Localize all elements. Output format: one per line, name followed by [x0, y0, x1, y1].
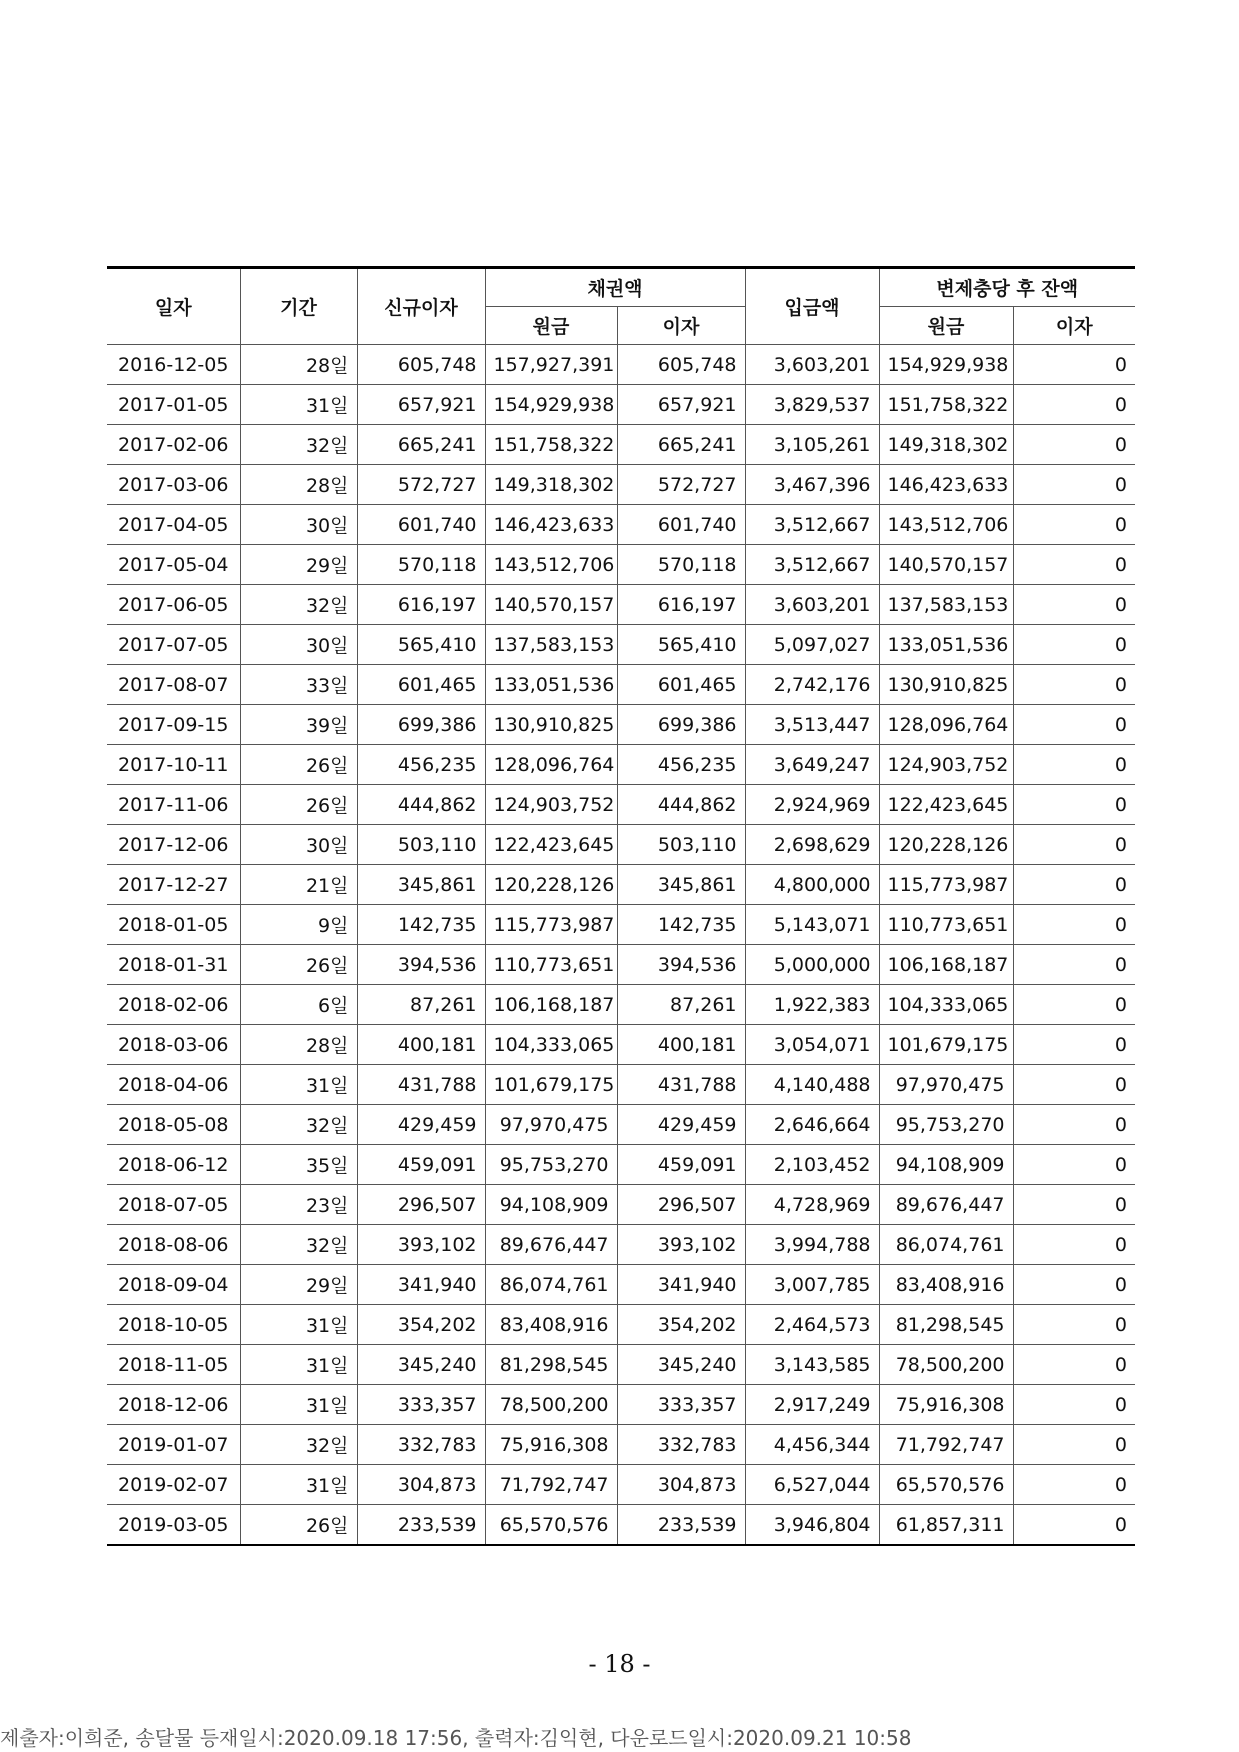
- cell-balance-interest: 0: [1013, 945, 1135, 985]
- cell-new-interest: 572,727: [357, 465, 485, 505]
- cell-claim-principal: 115,773,987: [485, 905, 617, 945]
- table-row: [107, 425, 1135, 465]
- header-new-interest: 신규이자: [357, 268, 485, 345]
- cell-balance-interest: 0: [1013, 1065, 1135, 1105]
- cell-balance-interest: 0: [1013, 665, 1135, 705]
- cell-claim-interest: 333,357: [617, 1385, 745, 1425]
- cell-deposit: 3,105,261: [745, 425, 879, 465]
- table-row: [107, 585, 1135, 625]
- cell-balance-interest: 0: [1013, 905, 1135, 945]
- cell-balance-principal: 149,318,302: [879, 425, 1013, 465]
- cell-date: 2017-08-07: [107, 665, 240, 705]
- cell-balance-principal: 137,583,153: [879, 585, 1013, 625]
- cell-date: 2017-07-05: [107, 625, 240, 665]
- cell-claim-principal: 94,108,909: [485, 1185, 617, 1225]
- cell-date: 2018-01-05: [107, 905, 240, 945]
- table-row: [107, 785, 1135, 825]
- cell-balance-interest: 0: [1013, 585, 1135, 625]
- cell-period: 39일: [240, 705, 357, 745]
- document-footer-stamp: 제출자:이희준, 송달물 등재일시:2020.09.18 17:56, 출력자:김익현, 다운로드일시:2020.09.21 10:58: [0, 1726, 912, 1750]
- cell-balance-principal: 94,108,909: [879, 1145, 1013, 1185]
- cell-claim-interest: 87,261: [617, 985, 745, 1025]
- table-row: [107, 1305, 1135, 1345]
- cell-balance-principal: 130,910,825: [879, 665, 1013, 705]
- cell-claim-interest: 601,740: [617, 505, 745, 545]
- cell-new-interest: 699,386: [357, 705, 485, 745]
- cell-claim-principal: 120,228,126: [485, 865, 617, 905]
- cell-period: 30일: [240, 625, 357, 665]
- cell-claim-interest: 616,197: [617, 585, 745, 625]
- header-date: 일자: [107, 268, 240, 345]
- table-row: [107, 1345, 1135, 1385]
- cell-date: 2018-08-06: [107, 1225, 240, 1265]
- cell-deposit: 3,603,201: [745, 345, 879, 385]
- cell-new-interest: 616,197: [357, 585, 485, 625]
- cell-balance-principal: 124,903,752: [879, 745, 1013, 785]
- cell-balance-principal: 110,773,651: [879, 905, 1013, 945]
- cell-new-interest: 393,102: [357, 1225, 485, 1265]
- cell-claim-interest: 605,748: [617, 345, 745, 385]
- cell-date: 2018-04-06: [107, 1065, 240, 1105]
- table-row: [107, 985, 1135, 1025]
- cell-date: 2018-07-05: [107, 1185, 240, 1225]
- cell-claim-interest: 345,861: [617, 865, 745, 905]
- cell-balance-principal: 86,074,761: [879, 1225, 1013, 1265]
- table-body: [107, 345, 1135, 1546]
- cell-date: 2018-01-31: [107, 945, 240, 985]
- cell-balance-interest: 0: [1013, 1345, 1135, 1385]
- cell-claim-interest: 393,102: [617, 1225, 745, 1265]
- cell-balance-interest: 0: [1013, 1385, 1135, 1425]
- cell-balance-interest: 0: [1013, 1145, 1135, 1185]
- cell-claim-principal: 110,773,651: [485, 945, 617, 985]
- table-row: [107, 1465, 1135, 1505]
- cell-new-interest: 665,241: [357, 425, 485, 465]
- cell-deposit: 3,054,071: [745, 1025, 879, 1065]
- cell-period: 23일: [240, 1185, 357, 1225]
- cell-new-interest: 142,735: [357, 905, 485, 945]
- cell-claim-interest: 345,240: [617, 1345, 745, 1385]
- cell-period: 32일: [240, 585, 357, 625]
- cell-deposit: 3,143,585: [745, 1345, 879, 1385]
- cell-claim-principal: 137,583,153: [485, 625, 617, 665]
- cell-new-interest: 605,748: [357, 345, 485, 385]
- table-row: [107, 745, 1135, 785]
- cell-deposit: 5,000,000: [745, 945, 879, 985]
- cell-balance-interest: 0: [1013, 505, 1135, 545]
- cell-date: 2017-09-15: [107, 705, 240, 745]
- cell-balance-interest: 0: [1013, 465, 1135, 505]
- cell-claim-interest: 665,241: [617, 425, 745, 465]
- table-row: [107, 1185, 1135, 1225]
- cell-new-interest: 456,235: [357, 745, 485, 785]
- table-row: [107, 1385, 1135, 1425]
- cell-period: 26일: [240, 945, 357, 985]
- cell-balance-principal: 104,333,065: [879, 985, 1013, 1025]
- cell-date: 2017-03-06: [107, 465, 240, 505]
- cell-new-interest: 332,783: [357, 1425, 485, 1465]
- cell-claim-principal: 149,318,302: [485, 465, 617, 505]
- cell-claim-interest: 565,410: [617, 625, 745, 665]
- table-row: [107, 1425, 1135, 1465]
- cell-date: 2017-04-05: [107, 505, 240, 545]
- table-header: [107, 268, 1135, 345]
- cell-claim-principal: 104,333,065: [485, 1025, 617, 1065]
- cell-new-interest: 444,862: [357, 785, 485, 825]
- cell-period: 26일: [240, 785, 357, 825]
- cell-balance-principal: 75,916,308: [879, 1385, 1013, 1425]
- cell-claim-interest: 503,110: [617, 825, 745, 865]
- cell-claim-principal: 71,792,747: [485, 1465, 617, 1505]
- cell-new-interest: 345,240: [357, 1345, 485, 1385]
- cell-period: 32일: [240, 1105, 357, 1145]
- cell-claim-principal: 130,910,825: [485, 705, 617, 745]
- cell-balance-principal: 78,500,200: [879, 1345, 1013, 1385]
- table-row: [107, 825, 1135, 865]
- cell-claim-interest: 142,735: [617, 905, 745, 945]
- table-row: [107, 545, 1135, 585]
- table-row: [107, 1505, 1135, 1546]
- cell-balance-interest: 0: [1013, 1305, 1135, 1345]
- cell-period: 21일: [240, 865, 357, 905]
- cell-period: 30일: [240, 825, 357, 865]
- table-row: [107, 465, 1135, 505]
- cell-balance-principal: 133,051,536: [879, 625, 1013, 665]
- cell-claim-principal: 83,408,916: [485, 1305, 617, 1345]
- header-claim-interest: 이자: [617, 307, 745, 345]
- repayment-table-container: [107, 266, 1135, 1546]
- cell-claim-interest: 341,940: [617, 1265, 745, 1305]
- cell-balance-principal: 122,423,645: [879, 785, 1013, 825]
- cell-balance-principal: 65,570,576: [879, 1465, 1013, 1505]
- cell-deposit: 3,994,788: [745, 1225, 879, 1265]
- table-row: [107, 1065, 1135, 1105]
- cell-new-interest: 354,202: [357, 1305, 485, 1345]
- cell-date: 2018-10-05: [107, 1305, 240, 1345]
- cell-balance-principal: 143,512,706: [879, 505, 1013, 545]
- cell-balance-interest: 0: [1013, 745, 1135, 785]
- cell-claim-interest: 657,921: [617, 385, 745, 425]
- cell-claim-principal: 78,500,200: [485, 1385, 617, 1425]
- header-balance-principal: 원금: [879, 307, 1013, 345]
- cell-balance-interest: 0: [1013, 825, 1135, 865]
- cell-claim-principal: 157,927,391: [485, 345, 617, 385]
- cell-date: 2016-12-05: [107, 345, 240, 385]
- cell-claim-principal: 89,676,447: [485, 1225, 617, 1265]
- cell-deposit: 3,829,537: [745, 385, 879, 425]
- cell-balance-principal: 128,096,764: [879, 705, 1013, 745]
- table-row: [107, 345, 1135, 385]
- cell-new-interest: 565,410: [357, 625, 485, 665]
- cell-date: 2018-03-06: [107, 1025, 240, 1065]
- cell-claim-principal: 65,570,576: [485, 1505, 617, 1546]
- cell-deposit: 3,007,785: [745, 1265, 879, 1305]
- cell-balance-interest: 0: [1013, 1425, 1135, 1465]
- cell-balance-principal: 154,929,938: [879, 345, 1013, 385]
- cell-claim-principal: 133,051,536: [485, 665, 617, 705]
- cell-date: 2018-09-04: [107, 1265, 240, 1305]
- cell-balance-principal: 61,857,311: [879, 1505, 1013, 1546]
- cell-balance-interest: 0: [1013, 425, 1135, 465]
- cell-claim-principal: 146,423,633: [485, 505, 617, 545]
- table-row: [107, 505, 1135, 545]
- cell-deposit: 4,456,344: [745, 1425, 879, 1465]
- cell-deposit: 4,140,488: [745, 1065, 879, 1105]
- cell-date: 2018-06-12: [107, 1145, 240, 1185]
- cell-claim-interest: 572,727: [617, 465, 745, 505]
- cell-date: 2017-06-05: [107, 585, 240, 625]
- cell-date: 2019-03-05: [107, 1505, 240, 1546]
- cell-balance-principal: 146,423,633: [879, 465, 1013, 505]
- cell-claim-principal: 140,570,157: [485, 585, 617, 625]
- cell-claim-interest: 233,539: [617, 1505, 745, 1546]
- cell-period: 31일: [240, 1465, 357, 1505]
- cell-new-interest: 400,181: [357, 1025, 485, 1065]
- cell-deposit: 2,646,664: [745, 1105, 879, 1145]
- cell-balance-interest: 0: [1013, 1025, 1135, 1065]
- cell-new-interest: 233,539: [357, 1505, 485, 1546]
- cell-date: 2018-05-08: [107, 1105, 240, 1145]
- cell-period: 32일: [240, 425, 357, 465]
- cell-balance-principal: 115,773,987: [879, 865, 1013, 905]
- cell-new-interest: 87,261: [357, 985, 485, 1025]
- cell-period: 29일: [240, 1265, 357, 1305]
- cell-deposit: 2,917,249: [745, 1385, 879, 1425]
- cell-deposit: 2,103,452: [745, 1145, 879, 1185]
- cell-claim-interest: 459,091: [617, 1145, 745, 1185]
- cell-date: 2017-01-05: [107, 385, 240, 425]
- cell-balance-interest: 0: [1013, 705, 1135, 745]
- cell-date: 2017-11-06: [107, 785, 240, 825]
- cell-claim-interest: 304,873: [617, 1465, 745, 1505]
- cell-claim-principal: 101,679,175: [485, 1065, 617, 1105]
- cell-deposit: 3,512,667: [745, 545, 879, 585]
- header-deposit: 입금액: [745, 268, 879, 345]
- cell-period: 28일: [240, 345, 357, 385]
- cell-deposit: 3,513,447: [745, 705, 879, 745]
- cell-new-interest: 657,921: [357, 385, 485, 425]
- cell-new-interest: 459,091: [357, 1145, 485, 1185]
- cell-claim-principal: 122,423,645: [485, 825, 617, 865]
- cell-date: 2018-02-06: [107, 985, 240, 1025]
- cell-claim-interest: 332,783: [617, 1425, 745, 1465]
- cell-deposit: 4,800,000: [745, 865, 879, 905]
- cell-period: 28일: [240, 465, 357, 505]
- cell-claim-interest: 570,118: [617, 545, 745, 585]
- table-row: [107, 705, 1135, 745]
- cell-period: 33일: [240, 665, 357, 705]
- cell-new-interest: 394,536: [357, 945, 485, 985]
- cell-claim-principal: 97,970,475: [485, 1105, 617, 1145]
- cell-claim-principal: 81,298,545: [485, 1345, 617, 1385]
- cell-balance-interest: 0: [1013, 1105, 1135, 1145]
- cell-date: 2017-02-06: [107, 425, 240, 465]
- cell-period: 35일: [240, 1145, 357, 1185]
- page-number: - 18 -: [588, 1650, 651, 1678]
- table-row: [107, 625, 1135, 665]
- cell-claim-principal: 128,096,764: [485, 745, 617, 785]
- table-row: [107, 1025, 1135, 1065]
- cell-deposit: 3,603,201: [745, 585, 879, 625]
- cell-balance-interest: 0: [1013, 985, 1135, 1025]
- cell-deposit: 5,143,071: [745, 905, 879, 945]
- cell-date: 2017-10-11: [107, 745, 240, 785]
- cell-new-interest: 345,861: [357, 865, 485, 905]
- table-row: [107, 1265, 1135, 1305]
- cell-period: 31일: [240, 1305, 357, 1345]
- table-row: [107, 1145, 1135, 1185]
- cell-deposit: 3,512,667: [745, 505, 879, 545]
- table-row: [107, 905, 1135, 945]
- cell-deposit: 3,467,396: [745, 465, 879, 505]
- cell-new-interest: 431,788: [357, 1065, 485, 1105]
- cell-claim-interest: 601,465: [617, 665, 745, 705]
- cell-balance-interest: 0: [1013, 1505, 1135, 1546]
- cell-deposit: 2,698,629: [745, 825, 879, 865]
- cell-date: 2019-01-07: [107, 1425, 240, 1465]
- cell-balance-principal: 71,792,747: [879, 1425, 1013, 1465]
- cell-balance-interest: 0: [1013, 345, 1135, 385]
- cell-new-interest: 570,118: [357, 545, 485, 585]
- cell-claim-principal: 75,916,308: [485, 1425, 617, 1465]
- cell-new-interest: 601,740: [357, 505, 485, 545]
- cell-balance-principal: 97,970,475: [879, 1065, 1013, 1105]
- cell-balance-principal: 151,758,322: [879, 385, 1013, 425]
- cell-claim-interest: 429,459: [617, 1105, 745, 1145]
- cell-new-interest: 601,465: [357, 665, 485, 705]
- repayment-schedule-table: [107, 266, 1135, 1546]
- cell-claim-interest: 431,788: [617, 1065, 745, 1105]
- cell-period: 31일: [240, 1345, 357, 1385]
- cell-deposit: 6,527,044: [745, 1465, 879, 1505]
- cell-claim-principal: 143,512,706: [485, 545, 617, 585]
- cell-deposit: 2,742,176: [745, 665, 879, 705]
- cell-balance-principal: 106,168,187: [879, 945, 1013, 985]
- cell-deposit: 2,924,969: [745, 785, 879, 825]
- cell-claim-interest: 296,507: [617, 1185, 745, 1225]
- header-claim-amount: 채권액: [485, 268, 745, 307]
- cell-period: 9일: [240, 905, 357, 945]
- cell-period: 32일: [240, 1225, 357, 1265]
- cell-claim-interest: 444,862: [617, 785, 745, 825]
- table-row: [107, 385, 1135, 425]
- cell-claim-interest: 394,536: [617, 945, 745, 985]
- table-row: [107, 945, 1135, 985]
- cell-period: 26일: [240, 745, 357, 785]
- cell-claim-interest: 400,181: [617, 1025, 745, 1065]
- header-balance-interest: 이자: [1013, 307, 1135, 345]
- cell-balance-interest: 0: [1013, 1185, 1135, 1225]
- cell-claim-principal: 154,929,938: [485, 385, 617, 425]
- table-row: [107, 665, 1135, 705]
- cell-new-interest: 503,110: [357, 825, 485, 865]
- header-claim-principal: 원금: [485, 307, 617, 345]
- header-period: 기간: [240, 268, 357, 345]
- cell-date: 2017-05-04: [107, 545, 240, 585]
- cell-deposit: 4,728,969: [745, 1185, 879, 1225]
- cell-balance-interest: 0: [1013, 545, 1135, 585]
- cell-period: 31일: [240, 385, 357, 425]
- cell-deposit: 3,649,247: [745, 745, 879, 785]
- cell-deposit: 1,922,383: [745, 985, 879, 1025]
- cell-claim-principal: 86,074,761: [485, 1265, 617, 1305]
- cell-new-interest: 304,873: [357, 1465, 485, 1505]
- cell-balance-principal: 101,679,175: [879, 1025, 1013, 1065]
- cell-deposit: 3,946,804: [745, 1505, 879, 1546]
- cell-balance-interest: 0: [1013, 625, 1135, 665]
- cell-date: 2017-12-06: [107, 825, 240, 865]
- cell-period: 29일: [240, 545, 357, 585]
- cell-period: 28일: [240, 1025, 357, 1065]
- cell-date: 2017-12-27: [107, 865, 240, 905]
- table-row: [107, 1105, 1135, 1145]
- cell-balance-principal: 140,570,157: [879, 545, 1013, 585]
- cell-claim-interest: 699,386: [617, 705, 745, 745]
- cell-period: 6일: [240, 985, 357, 1025]
- cell-balance-interest: 0: [1013, 385, 1135, 425]
- cell-date: 2018-11-05: [107, 1345, 240, 1385]
- cell-claim-principal: 151,758,322: [485, 425, 617, 465]
- cell-balance-interest: 0: [1013, 785, 1135, 825]
- cell-deposit: 2,464,573: [745, 1305, 879, 1345]
- cell-balance-interest: 0: [1013, 1265, 1135, 1305]
- cell-period: 31일: [240, 1065, 357, 1105]
- cell-new-interest: 429,459: [357, 1105, 485, 1145]
- cell-period: 32일: [240, 1425, 357, 1465]
- cell-balance-interest: 0: [1013, 865, 1135, 905]
- cell-balance-principal: 81,298,545: [879, 1305, 1013, 1345]
- cell-claim-principal: 124,903,752: [485, 785, 617, 825]
- cell-period: 26일: [240, 1505, 357, 1546]
- table-row: [107, 865, 1135, 905]
- cell-claim-interest: 456,235: [617, 745, 745, 785]
- cell-period: 31일: [240, 1385, 357, 1425]
- cell-deposit: 5,097,027: [745, 625, 879, 665]
- cell-date: 2018-12-06: [107, 1385, 240, 1425]
- cell-claim-principal: 106,168,187: [485, 985, 617, 1025]
- cell-balance-principal: 83,408,916: [879, 1265, 1013, 1305]
- header-balance-after-repayment: 변제충당 후 잔액: [879, 268, 1135, 307]
- cell-balance-principal: 89,676,447: [879, 1185, 1013, 1225]
- cell-new-interest: 296,507: [357, 1185, 485, 1225]
- cell-balance-principal: 120,228,126: [879, 825, 1013, 865]
- cell-period: 30일: [240, 505, 357, 545]
- cell-new-interest: 333,357: [357, 1385, 485, 1425]
- cell-new-interest: 341,940: [357, 1265, 485, 1305]
- cell-date: 2019-02-07: [107, 1465, 240, 1505]
- table-row: [107, 1225, 1135, 1265]
- cell-claim-interest: 354,202: [617, 1305, 745, 1345]
- cell-balance-interest: 0: [1013, 1225, 1135, 1265]
- cell-balance-principal: 95,753,270: [879, 1105, 1013, 1145]
- cell-balance-interest: 0: [1013, 1465, 1135, 1505]
- cell-claim-principal: 95,753,270: [485, 1145, 617, 1185]
